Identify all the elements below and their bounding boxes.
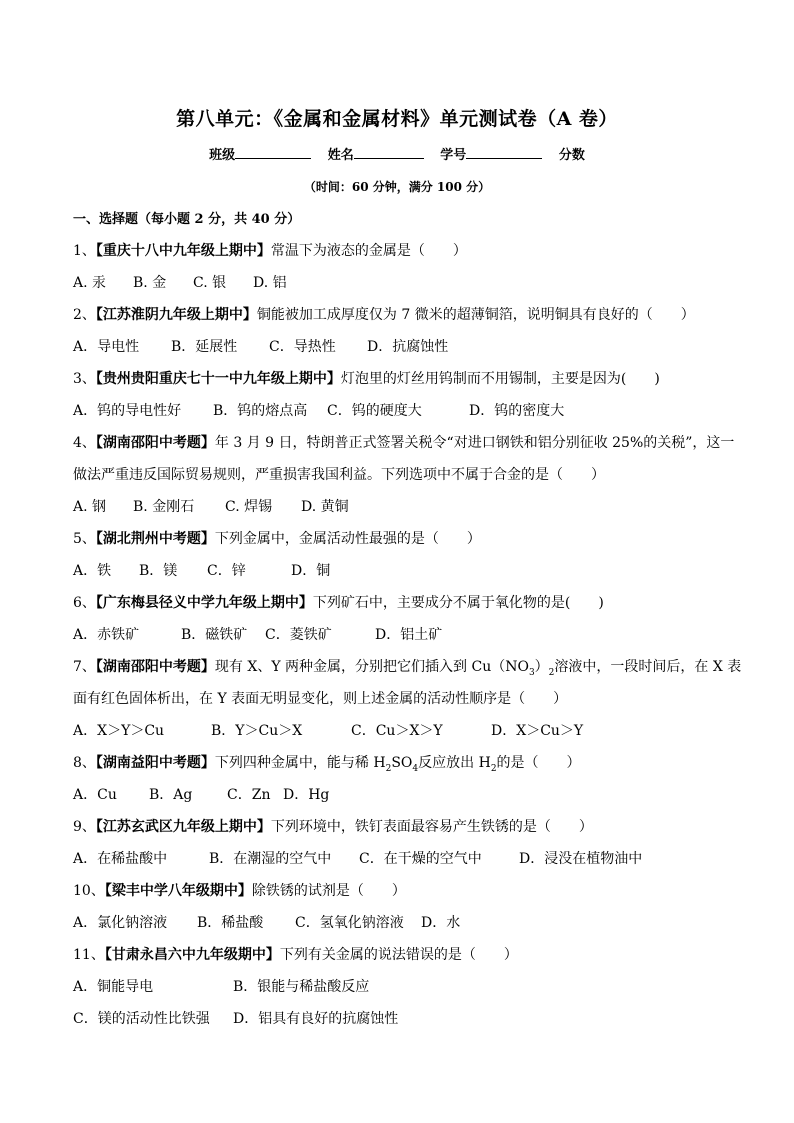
option-d[interactable]: D．浸没在植物油中 [519, 851, 643, 867]
option-a[interactable]: A．在稀盐酸中 [73, 851, 168, 867]
option-c[interactable]: C. 银 [193, 275, 227, 291]
question-11 [73, 944, 518, 964]
question-number: 9、 [73, 819, 96, 835]
option-b[interactable]: B. 金 [133, 275, 167, 291]
option-c[interactable]: C．锌 [207, 563, 246, 579]
question-number: 11、 [73, 947, 105, 963]
score-field [559, 144, 585, 163]
option-a[interactable]: A．钨的导电性好 [73, 403, 182, 419]
question-8 [73, 752, 581, 774]
option-a[interactable]: A．赤铁矿 [73, 627, 140, 643]
question-number: 1、 [73, 243, 96, 259]
question-stem: 下列有关金属的说法错误的是（ ） [279, 947, 518, 963]
option-c[interactable]: C．钨的硬度大 [327, 403, 422, 419]
option-d[interactable]: D. 铝 [253, 275, 287, 291]
question-stem: 反应放出 H [418, 755, 491, 771]
subscript: 2 [548, 667, 555, 678]
option-c[interactable]: C. 焊锡 [225, 499, 273, 515]
question-number: 6、 [73, 595, 96, 611]
time-note: （时间：60 分钟，满分 100 分） [303, 180, 491, 194]
option-d[interactable]: D．Hg [283, 787, 330, 803]
question-stem-continued: 面有红色固体析出，在 Y 表面无明显变化，则上述金属的活动性顺序是（ ） [73, 691, 568, 707]
question-10 [73, 880, 406, 900]
question-2 [73, 304, 695, 324]
question-1-options [73, 272, 287, 292]
question-stem-continued: 做法严重违反国际贸易规则，严重损害我国利益。下列选项中不属于合金的是（ ） [73, 467, 605, 483]
question-stem: 下列环境中，铁钉表面最容易产生铁锈的是（ ） [270, 819, 593, 835]
name-field [328, 144, 424, 163]
question-stem: ） [534, 659, 549, 675]
option-d[interactable]: D．水 [421, 915, 461, 931]
option-b[interactable]: B．磁铁矿 [181, 627, 248, 643]
question-stem: 除铁锈的试剂是（ ） [251, 883, 406, 899]
question-4-options [73, 496, 349, 516]
question-number: 3、 [73, 371, 96, 387]
question-stem: 下列四种金属中，能与稀 H [214, 755, 386, 771]
question-11-options-row-1 [73, 976, 369, 996]
section-title: 一、选择题（每小题 2 分，共 40 分） [73, 212, 301, 227]
question-stem: 现有 X、Y 两种金属，分别把它们插入到 Cu（NO [214, 659, 529, 675]
question-source: 【梁丰中学八年级期中】 [104, 883, 252, 899]
question-source: 【湖北荆州中考题】 [95, 531, 215, 547]
question-stem: SO [391, 755, 413, 771]
question-stem: 下列金属中，金属活动性最强的是（ ） [214, 531, 481, 547]
subscript: 4 [412, 763, 419, 774]
option-a[interactable]: A．导电性 [73, 339, 140, 355]
option-c[interactable]: C．氢氧化钠溶液 [295, 915, 404, 931]
question-source: 【广东梅县径义中学九年级上期中】 [95, 595, 313, 611]
option-d[interactable]: D．铝具有良好的抗腐蚀性 [233, 1011, 399, 1027]
option-d[interactable]: D．抗腐蚀性 [367, 339, 449, 355]
question-9 [73, 816, 593, 836]
question-7 [73, 656, 741, 678]
question-source: 【贵州贵阳重庆七十一中九年级上期中】 [95, 371, 341, 387]
option-d[interactable]: D．铝土矿 [375, 627, 443, 643]
question-source: 【湖南邵阳中考题】 [95, 659, 215, 675]
class-field [209, 144, 311, 163]
question-7-continued [73, 688, 567, 708]
option-b[interactable]: B．稀盐酸 [197, 915, 264, 931]
option-c[interactable]: C．在干燥的空气中 [359, 851, 482, 867]
question-number: 2、 [73, 307, 96, 323]
option-b[interactable]: B. 金刚石 [133, 499, 195, 515]
option-c[interactable]: C．导热性 [269, 339, 336, 355]
option-b[interactable]: B．延展性 [171, 339, 238, 355]
question-2-options [73, 336, 448, 356]
name-label: 姓名 [327, 148, 354, 163]
question-source: 【甘肃永昌六中九年级期中】 [104, 947, 280, 963]
question-6-options [73, 624, 442, 644]
option-b[interactable]: B．Y＞Cu＞X [211, 723, 303, 739]
question-number: 10、 [73, 883, 105, 899]
option-b[interactable]: B．在潮湿的空气中 [209, 851, 332, 867]
question-source: 【重庆十八中九年级上期中】 [95, 243, 271, 259]
question-source: 【湖南益阳中考题】 [95, 755, 215, 771]
question-3 [73, 368, 660, 388]
question-5-options [73, 560, 330, 580]
option-a[interactable]: A．X＞Y＞Cu [73, 723, 165, 739]
question-11-options-row-2 [73, 1008, 398, 1028]
option-b[interactable]: B．银能与稀盐酸反应 [233, 979, 370, 995]
question-stem: 溶液中，一段时间后，在 X 表 [554, 659, 742, 675]
option-a[interactable]: A．铁 [73, 563, 112, 579]
option-a[interactable]: A．Cu [73, 787, 117, 803]
question-stem: 灯泡里的灯丝用钨制而不用锡制，主要是因为( ) [340, 371, 660, 387]
question-10-options [73, 912, 460, 932]
name-blank[interactable] [354, 145, 424, 159]
option-c[interactable]: C．菱铁矿 [265, 627, 332, 643]
question-source: 【江苏淮阴九年级上期中】 [95, 307, 257, 323]
question-source: 【湖南邵阳中考题】 [95, 435, 215, 451]
id-field [440, 144, 542, 163]
question-number: 4、 [73, 435, 96, 451]
question-number: 5、 [73, 531, 96, 547]
option-b[interactable]: B．镁 [139, 563, 178, 579]
option-a[interactable]: A. 钢 [73, 499, 107, 515]
class-label: 班级 [209, 148, 236, 163]
option-d[interactable]: D．钨的密度大 [469, 403, 565, 419]
subscript: 2 [490, 763, 497, 774]
question-number: 8、 [73, 755, 96, 771]
question-stem: 下列矿石中，主要成分不属于氧化物的是( ) [312, 595, 604, 611]
question-9-options [73, 848, 642, 868]
option-a[interactable]: A．铜能导电 [73, 979, 154, 995]
question-8-options [73, 784, 329, 804]
question-stem: 铜能被加工成厚度仅为 7 微米的超薄铜箔，说明铜具有良好的（ ） [256, 307, 695, 323]
score-label: 分数 [558, 148, 585, 163]
student-info-line [0, 144, 794, 163]
question-number: 7、 [73, 659, 96, 675]
option-b[interactable]: B．钨的熔点高 [213, 403, 308, 419]
question-5 [73, 528, 481, 548]
option-d[interactable]: D. 黄铜 [301, 499, 349, 515]
option-a[interactable]: A. 汞 [73, 275, 107, 291]
question-4-continued [73, 464, 605, 484]
question-7-options [73, 720, 583, 740]
id-blank[interactable] [466, 145, 542, 159]
id-label: 学号 [440, 148, 467, 163]
option-d[interactable]: D．X＞Cu＞Y [491, 723, 584, 739]
question-source: 【江苏玄武区九年级上期中】 [95, 819, 271, 835]
page-title: 第八单元：《金属和金属材料》单元测试卷（A 卷） [176, 108, 618, 130]
option-c[interactable]: C．Zn [227, 787, 271, 803]
question-3-options [73, 400, 564, 420]
question-stem: 常温下为液态的金属是（ ） [270, 243, 467, 259]
question-4 [73, 432, 734, 452]
question-6 [73, 592, 604, 612]
option-c[interactable]: C．Cu＞X＞Y [351, 723, 443, 739]
subscript: 3 [528, 667, 535, 678]
class-blank[interactable] [235, 145, 311, 159]
subscript: 2 [385, 763, 392, 774]
option-c[interactable]: C．镁的活动性比铁强 [73, 1011, 210, 1027]
question-stem: 年 3 月 9 日，特朗普正式签署关税令“对进口钢铁和铝分别征收 25%的关税”，这一 [214, 435, 735, 451]
option-b[interactable]: B．Ag [149, 787, 193, 803]
question-stem: 的是（ ） [496, 755, 581, 771]
option-d[interactable]: D．铜 [291, 563, 331, 579]
option-a[interactable]: A．氯化钠溶液 [73, 915, 168, 931]
question-1 [73, 240, 467, 260]
